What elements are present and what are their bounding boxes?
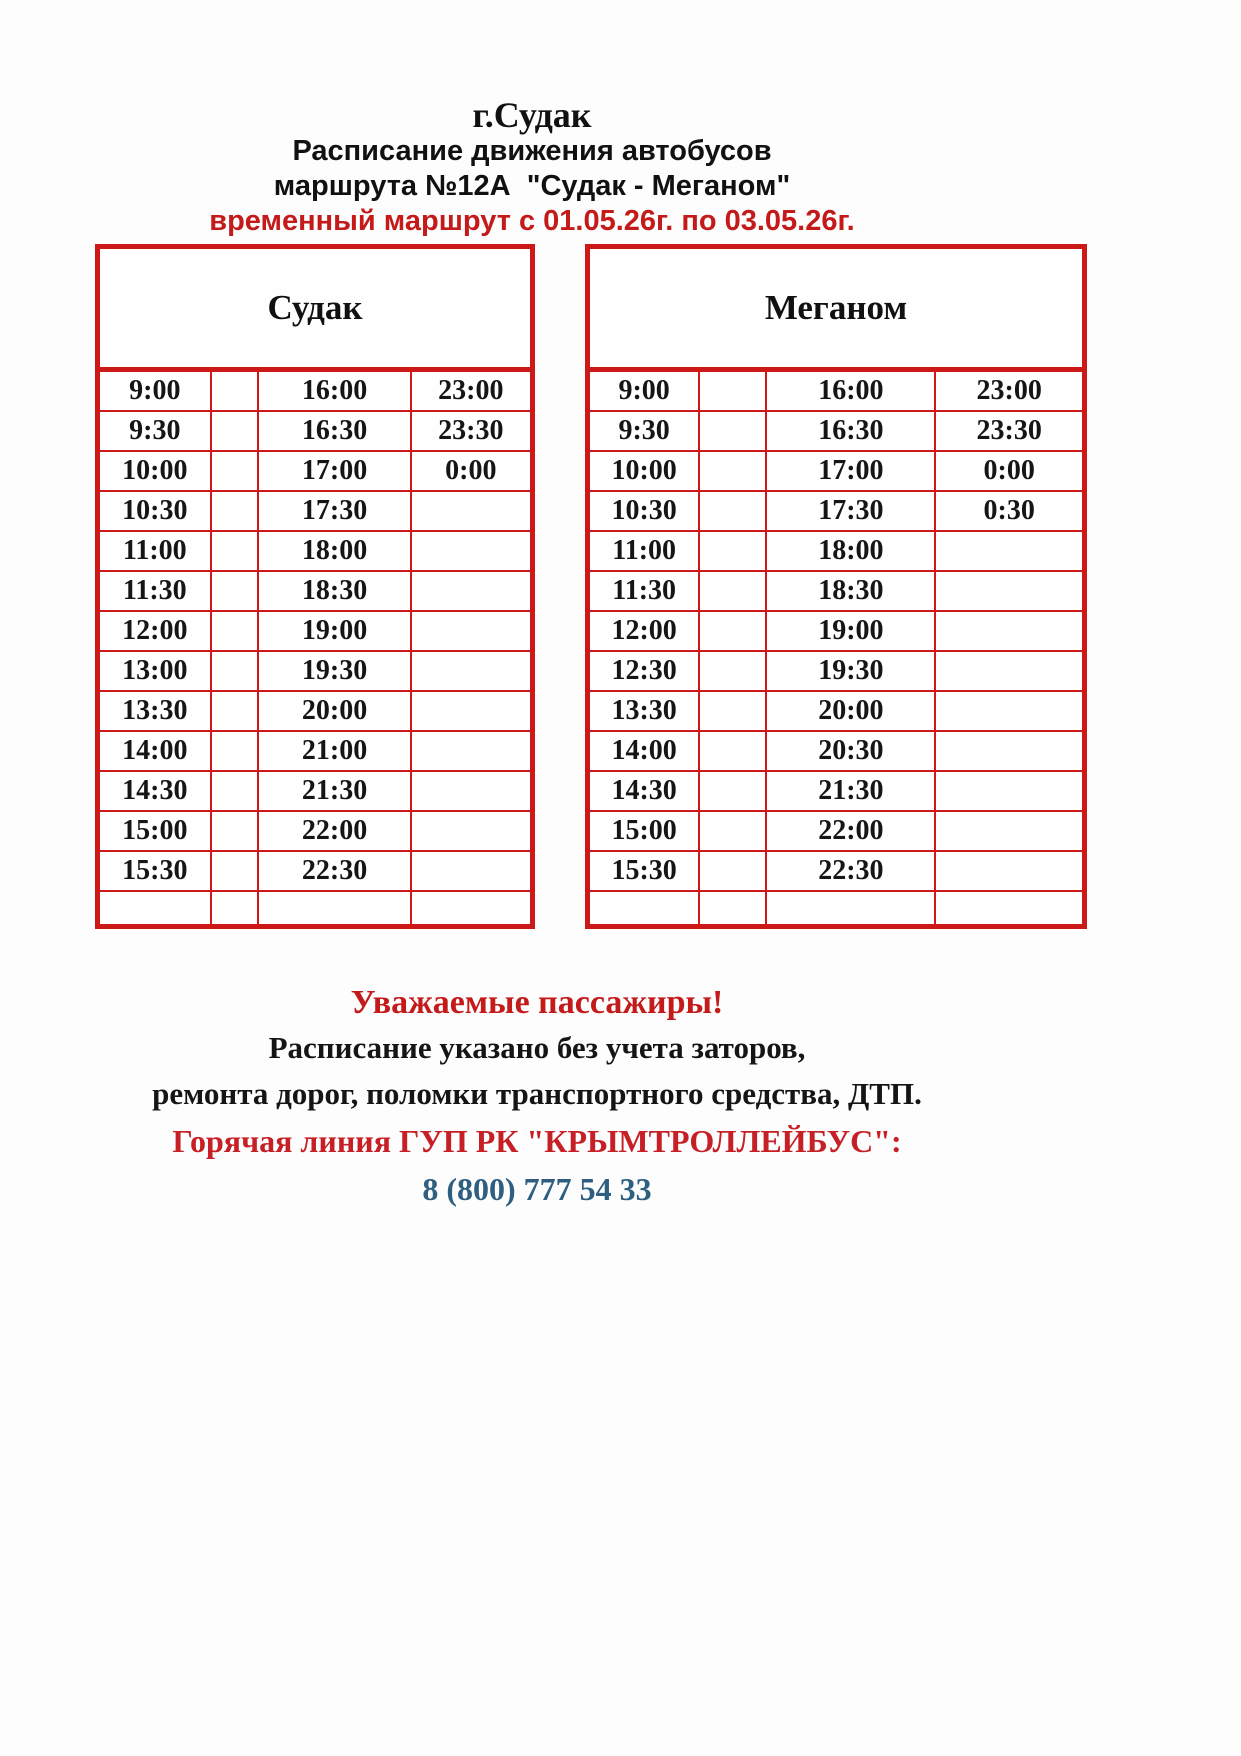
meganom-timetable bbox=[585, 244, 1087, 929]
time-cell bbox=[935, 571, 1084, 611]
route-title: маршрута №12А "Судак - Меганом" bbox=[273, 170, 791, 202]
time-cell: 22:00 bbox=[258, 811, 410, 851]
time-cell bbox=[98, 891, 211, 927]
time-cell: 15:30 bbox=[98, 851, 211, 891]
time-cell: 16:00 bbox=[766, 370, 935, 412]
timetable-row bbox=[98, 571, 533, 611]
time-cell bbox=[411, 891, 533, 927]
table-header-sudak: Судак bbox=[98, 247, 533, 370]
timetable-row bbox=[98, 771, 533, 811]
spacer-cell bbox=[211, 411, 259, 451]
time-cell bbox=[935, 811, 1084, 851]
spacer-cell bbox=[211, 691, 259, 731]
spacer-cell bbox=[211, 731, 259, 771]
time-cell bbox=[411, 811, 533, 851]
table-header-row bbox=[588, 247, 1085, 370]
page-header bbox=[0, 0, 1064, 238]
time-cell: 14:30 bbox=[588, 771, 700, 811]
note-line-1: Расписание указано без учета заторов, bbox=[268, 1030, 806, 1065]
time-cell: 19:30 bbox=[766, 651, 935, 691]
timetable-row bbox=[98, 731, 533, 771]
time-cell: 18:00 bbox=[766, 531, 935, 571]
spacer-cell bbox=[211, 611, 259, 651]
spacer-cell bbox=[699, 891, 766, 927]
time-cell: 19:00 bbox=[258, 611, 410, 651]
spacer-cell bbox=[699, 611, 766, 651]
time-cell: 20:00 bbox=[766, 691, 935, 731]
time-cell: 23:30 bbox=[935, 411, 1084, 451]
time-cell: 23:30 bbox=[411, 411, 533, 451]
time-cell bbox=[766, 891, 935, 927]
timetable-row bbox=[98, 891, 533, 927]
spacer-cell bbox=[211, 451, 259, 491]
time-cell: 14:00 bbox=[98, 731, 211, 771]
spacer-cell bbox=[211, 851, 259, 891]
timetable-row bbox=[588, 491, 1085, 531]
time-cell: 15:00 bbox=[98, 811, 211, 851]
time-cell bbox=[935, 771, 1084, 811]
timetable-row bbox=[588, 411, 1085, 451]
time-cell bbox=[935, 851, 1084, 891]
schedule-title: Расписание движения автобусов bbox=[292, 135, 772, 167]
spacer-cell bbox=[699, 451, 766, 491]
time-cell: 0:30 bbox=[935, 491, 1084, 531]
spacer-cell bbox=[211, 571, 259, 611]
timetable-row bbox=[98, 531, 533, 571]
passengers-heading: Уважаемые пассажиры! bbox=[350, 984, 724, 1021]
time-cell: 15:00 bbox=[588, 811, 700, 851]
spacer-cell bbox=[699, 531, 766, 571]
time-cell bbox=[411, 771, 533, 811]
time-cell: 13:00 bbox=[98, 651, 211, 691]
time-cell bbox=[411, 571, 533, 611]
time-cell: 22:30 bbox=[258, 851, 410, 891]
timetable-row bbox=[588, 851, 1085, 891]
spacer-cell bbox=[699, 771, 766, 811]
spacer-cell bbox=[211, 891, 259, 927]
time-cell bbox=[935, 651, 1084, 691]
time-cell: 12:00 bbox=[98, 611, 211, 651]
time-cell: 13:30 bbox=[588, 691, 700, 731]
time-cell: 0:00 bbox=[935, 451, 1084, 491]
timetable-row bbox=[98, 491, 533, 531]
timetable-row bbox=[98, 370, 533, 412]
time-cell: 15:30 bbox=[588, 851, 700, 891]
time-cell: 10:30 bbox=[98, 491, 211, 531]
time-cell: 11:30 bbox=[98, 571, 211, 611]
page-footer bbox=[0, 981, 1074, 1213]
time-cell bbox=[935, 611, 1084, 651]
time-cell: 22:00 bbox=[766, 811, 935, 851]
time-cell: 21:30 bbox=[766, 771, 935, 811]
timetable-row bbox=[98, 811, 533, 851]
time-cell bbox=[935, 531, 1084, 571]
time-cell: 17:30 bbox=[258, 491, 410, 531]
time-cell: 16:30 bbox=[258, 411, 410, 451]
time-cell bbox=[411, 651, 533, 691]
timetable-row bbox=[588, 611, 1085, 651]
spacer-cell bbox=[211, 771, 259, 811]
time-cell: 14:30 bbox=[98, 771, 211, 811]
timetable-row bbox=[588, 691, 1085, 731]
spacer-cell bbox=[699, 811, 766, 851]
time-cell bbox=[411, 851, 533, 891]
time-cell: 19:30 bbox=[258, 651, 410, 691]
city-title: г.Судак bbox=[472, 95, 592, 135]
time-cell bbox=[411, 611, 533, 651]
timetable-row bbox=[588, 451, 1085, 491]
timetable-row bbox=[98, 411, 533, 451]
phone-number: 8 (800) 777 54 33 bbox=[422, 1171, 652, 1207]
time-cell bbox=[935, 731, 1084, 771]
time-cell: 11:30 bbox=[588, 571, 700, 611]
time-cell: 18:00 bbox=[258, 531, 410, 571]
time-cell: 20:30 bbox=[766, 731, 935, 771]
time-cell: 19:00 bbox=[766, 611, 935, 651]
temporary-route-note: временный маршрут с 01.05.26г. по 03.05.26г. bbox=[209, 205, 855, 237]
time-cell: 12:30 bbox=[588, 651, 700, 691]
time-cell: 13:30 bbox=[98, 691, 211, 731]
spacer-cell bbox=[211, 491, 259, 531]
time-cell: 16:00 bbox=[258, 370, 410, 412]
spacer-cell bbox=[699, 651, 766, 691]
time-cell bbox=[411, 491, 533, 531]
time-cell: 23:00 bbox=[411, 370, 533, 412]
time-cell bbox=[411, 531, 533, 571]
spacer-cell bbox=[699, 370, 766, 412]
spacer-cell bbox=[211, 651, 259, 691]
spacer-cell bbox=[211, 811, 259, 851]
time-cell: 10:00 bbox=[588, 451, 700, 491]
table-header-row bbox=[98, 247, 533, 370]
spacer-cell bbox=[211, 531, 259, 571]
time-cell: 9:30 bbox=[98, 411, 211, 451]
timetable-row bbox=[588, 370, 1085, 412]
timetable-row bbox=[98, 451, 533, 491]
spacer-cell bbox=[699, 851, 766, 891]
time-cell bbox=[935, 891, 1084, 927]
timetable-row bbox=[98, 611, 533, 651]
hotline-text: Горячая линия ГУП РК "КРЫМТРОЛЛЕЙБУС": bbox=[172, 1123, 902, 1159]
timetable-row bbox=[588, 811, 1085, 851]
timetables-container bbox=[95, 244, 1087, 929]
time-cell: 17:00 bbox=[258, 451, 410, 491]
spacer-cell bbox=[699, 571, 766, 611]
time-cell: 9:30 bbox=[588, 411, 700, 451]
time-cell bbox=[588, 891, 700, 927]
spacer-cell bbox=[699, 731, 766, 771]
time-cell: 0:00 bbox=[411, 451, 533, 491]
table-header-meganom: Меганом bbox=[588, 247, 1085, 370]
time-cell bbox=[258, 891, 410, 927]
spacer-cell bbox=[699, 691, 766, 731]
time-cell: 12:00 bbox=[588, 611, 700, 651]
time-cell bbox=[935, 691, 1084, 731]
time-cell: 14:00 bbox=[588, 731, 700, 771]
time-cell: 23:00 bbox=[935, 370, 1084, 412]
timetable-row bbox=[588, 891, 1085, 927]
timetable-row bbox=[588, 571, 1085, 611]
note-line-2: ремонта дорог, поломки транспортного средства, ДТП. bbox=[152, 1076, 922, 1111]
time-cell: 16:30 bbox=[766, 411, 935, 451]
time-cell: 10:30 bbox=[588, 491, 700, 531]
time-cell: 20:00 bbox=[258, 691, 410, 731]
time-cell: 17:30 bbox=[766, 491, 935, 531]
timetable-row bbox=[588, 771, 1085, 811]
time-cell: 11:00 bbox=[98, 531, 211, 571]
time-cell: 9:00 bbox=[98, 370, 211, 412]
time-cell bbox=[411, 691, 533, 731]
time-cell bbox=[411, 731, 533, 771]
spacer-cell bbox=[699, 491, 766, 531]
time-cell: 22:30 bbox=[766, 851, 935, 891]
time-cell: 21:00 bbox=[258, 731, 410, 771]
timetable-row bbox=[588, 731, 1085, 771]
time-cell: 10:00 bbox=[98, 451, 211, 491]
time-cell: 17:00 bbox=[766, 451, 935, 491]
spacer-cell bbox=[699, 411, 766, 451]
time-cell: 9:00 bbox=[588, 370, 700, 412]
sudak-timetable bbox=[95, 244, 535, 929]
time-cell: 18:30 bbox=[258, 571, 410, 611]
timetable-row bbox=[588, 651, 1085, 691]
timetable-row bbox=[98, 691, 533, 731]
time-cell: 18:30 bbox=[766, 571, 935, 611]
timetable-row bbox=[98, 851, 533, 891]
time-cell: 21:30 bbox=[258, 771, 410, 811]
time-cell: 11:00 bbox=[588, 531, 700, 571]
spacer-cell bbox=[211, 370, 259, 412]
timetable-row bbox=[588, 531, 1085, 571]
timetable-row bbox=[98, 651, 533, 691]
